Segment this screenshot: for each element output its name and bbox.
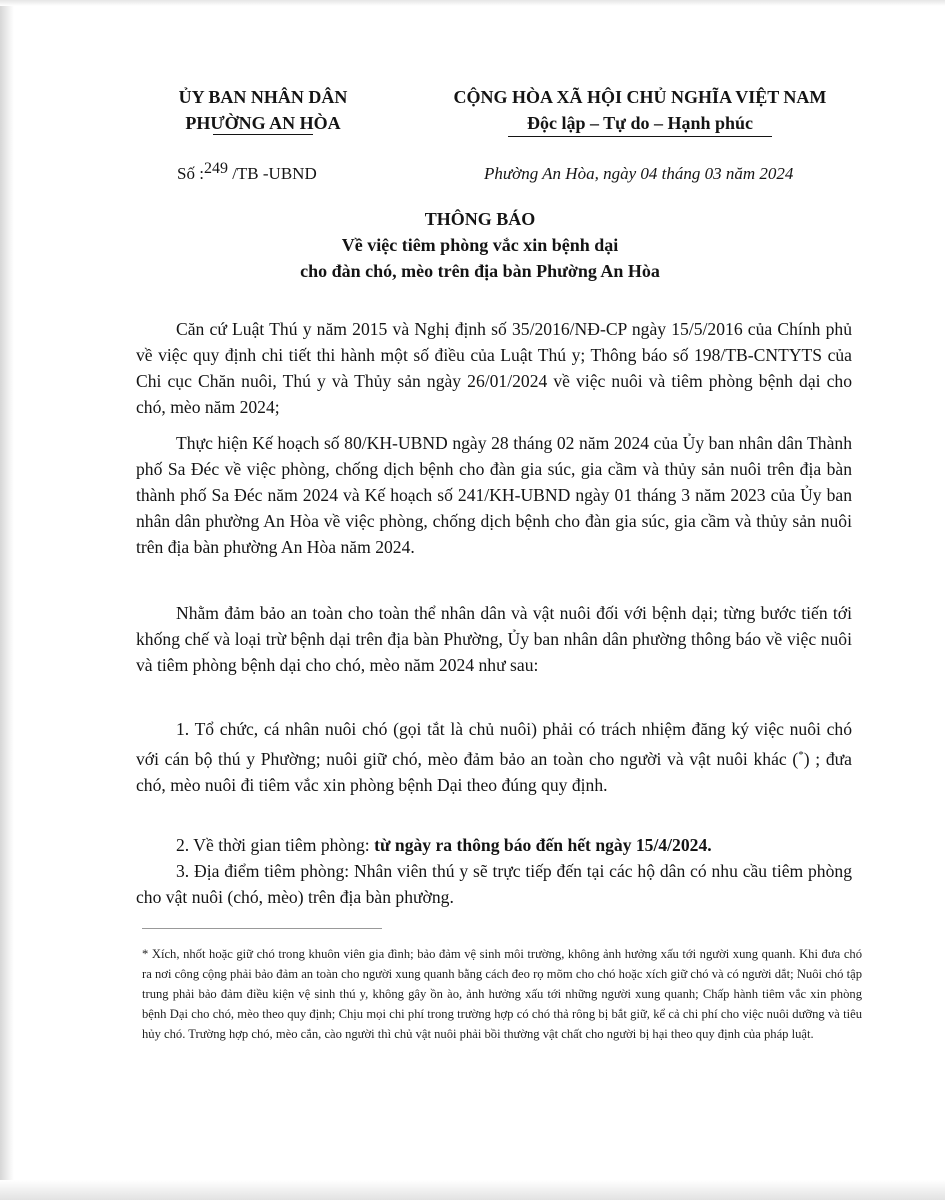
number-prefix: Số :	[177, 164, 204, 183]
paragraph-text: Căn cứ Luật Thú y năm 2015 và Nghị định số 35/2016/NĐ-CP ngày 15/5/2016 của Chính phủ về việc quy định chi tiết thi hành một số điều của Luật Thú y; Thông báo số 198/TB-CNTYTS của Chi cục Chăn nuôi, Thú y và Thủy sản ngày 26/01/2024 về việc nuôi và tiêm phòng bệnh dại cho chó, mèo năm 2024;	[136, 319, 852, 417]
title-subtitle-2: cho đàn chó, mèo trên địa bàn Phường An Hòa	[300, 261, 660, 281]
item-1-text-b: ) ; đưa chó, mèo nuôi đi tiêm vắc xin phòng bệnh Dại theo đúng quy định.	[136, 748, 852, 795]
issue-date	[484, 164, 793, 184]
paragraph-text: Thực hiện Kế hoạch số 80/KH-UBND ngày 28 tháng 02 năm 2024 của Ủy ban nhân dân Thành phố Sa Đéc về việc phòng, chống dịch bệnh cho đàn gia súc, gia cầm và thủy sản nuôi trên địa bàn thành phố Sa Đéc năm 2024 và Kế hoạch số 241/KH-UBND ngày 01 tháng 3 năm 2023 của Ủy ban nhân dân phường An Hòa về việc phòng, chống dịch bệnh cho đàn gia súc, gia cầm và thủy sản nuôi trên địa bàn phường An Hòa năm 2024.	[136, 433, 852, 557]
nation-line-2: Độc lập – Tự do – Hạnh phúc	[526, 113, 754, 133]
footnote-marker: *	[798, 749, 804, 761]
page-edge-shadow	[0, 0, 14, 1200]
item-3	[136, 858, 852, 910]
agency-line-1: ỦY BAN NHÂN DÂN	[178, 87, 348, 107]
page-bottom-shadow	[0, 1180, 945, 1200]
number-suffix: /TB -UBND	[232, 164, 317, 183]
date-year-label: năm	[725, 164, 756, 183]
title-subtitle-1: Về việc tiêm phòng vắc xin bệnh dại	[341, 235, 619, 255]
footnote-separator	[142, 928, 382, 929]
issuing-agency	[168, 84, 358, 136]
item-2	[136, 832, 852, 858]
document-title	[180, 206, 780, 284]
item-1	[136, 716, 852, 798]
number-value: 249	[203, 160, 228, 177]
paragraph-purpose	[136, 600, 852, 678]
page-top-shadow	[0, 0, 945, 6]
item-1-text-a: 1. Tổ chức, cá nhân nuôi chó (gọi tắt là chủ nuôi) phải có trách nhiệm đăng ký việc nuôi chó với cán bộ thú y Phường; nuôi giữ chó, mèo đảm bảo an toàn cho người và vật nuôi khác (	[136, 719, 852, 769]
date-day: 04	[640, 164, 658, 183]
date-month-label: tháng	[661, 164, 701, 183]
nation-line-1: CỘNG HÒA XÃ HỘI CHỦ NGHĨA VIỆT NAM	[453, 87, 827, 107]
date-year: 2024	[759, 164, 794, 183]
item-2-text: 2. Về thời gian tiêm phòng:	[176, 835, 375, 855]
document-number	[177, 160, 317, 184]
date-place: Phường An Hòa, ngày	[484, 164, 637, 183]
paragraph-legal-basis	[136, 316, 852, 420]
national-heading	[430, 84, 850, 136]
agency-underline	[213, 134, 313, 135]
footnote: * Xích, nhốt hoặc giữ chó trong khuôn viên gia đình; bảo đảm vệ sinh môi trường, không ảnh hưởng xấu tới người xung quanh. Khi đưa chó ra nơi công cộng phải bảo đảm an toàn cho người xung quanh bằng cách đeo rọ mõm cho chó hoặc xích giữ chó và có người dắt; Nuôi chó tập trung phải bảo đảm điều kiện vệ sinh thú y, không gây ồn ào, ảnh hưởng xấu tới những người xung quanh; Chấp hành tiêm vắc xin phòng bệnh Dại cho chó, mèo theo quy định; Chịu mọi chi phí trong trường hợp có chó thả rông bị bắt giữ, kể cả chi phí cho việc nuôi dưỡng và tiêu hủy chó. Trường hợp chó, mèo cắn, cào người thì chủ vật nuôi phải bồi thường vật chất cho người bị hại theo quy định của pháp luật.	[142, 947, 862, 1041]
date-month: 03	[704, 164, 722, 183]
paragraph-text: Nhằm đảm bảo an toàn cho toàn thể nhân dân và vật nuôi đối với bệnh dại; từng bước tiến tới khống chế và loại trừ bệnh dại trên địa bàn Phường, Ủy ban nhân dân phường thông báo về việc nuôi và tiêm phòng bệnh dại cho chó, mèo năm 2024 như sau:	[136, 603, 852, 675]
motto-underline	[508, 136, 772, 137]
item-2-deadline: từ ngày ra thông báo đến hết ngày 15/4/2024.	[374, 835, 712, 855]
title-main: THÔNG BÁO	[424, 209, 536, 229]
paragraph-implementation	[136, 430, 852, 560]
agency-line-2: PHƯỜNG AN HÒA	[185, 113, 341, 133]
item-3-text: 3. Địa điểm tiêm phòng: Nhân viên thú y sẽ trực tiếp đến tại các hộ dân có nhu cầu tiêm phòng cho vật nuôi (chó, mèo) trên địa bàn phường.	[136, 861, 852, 907]
